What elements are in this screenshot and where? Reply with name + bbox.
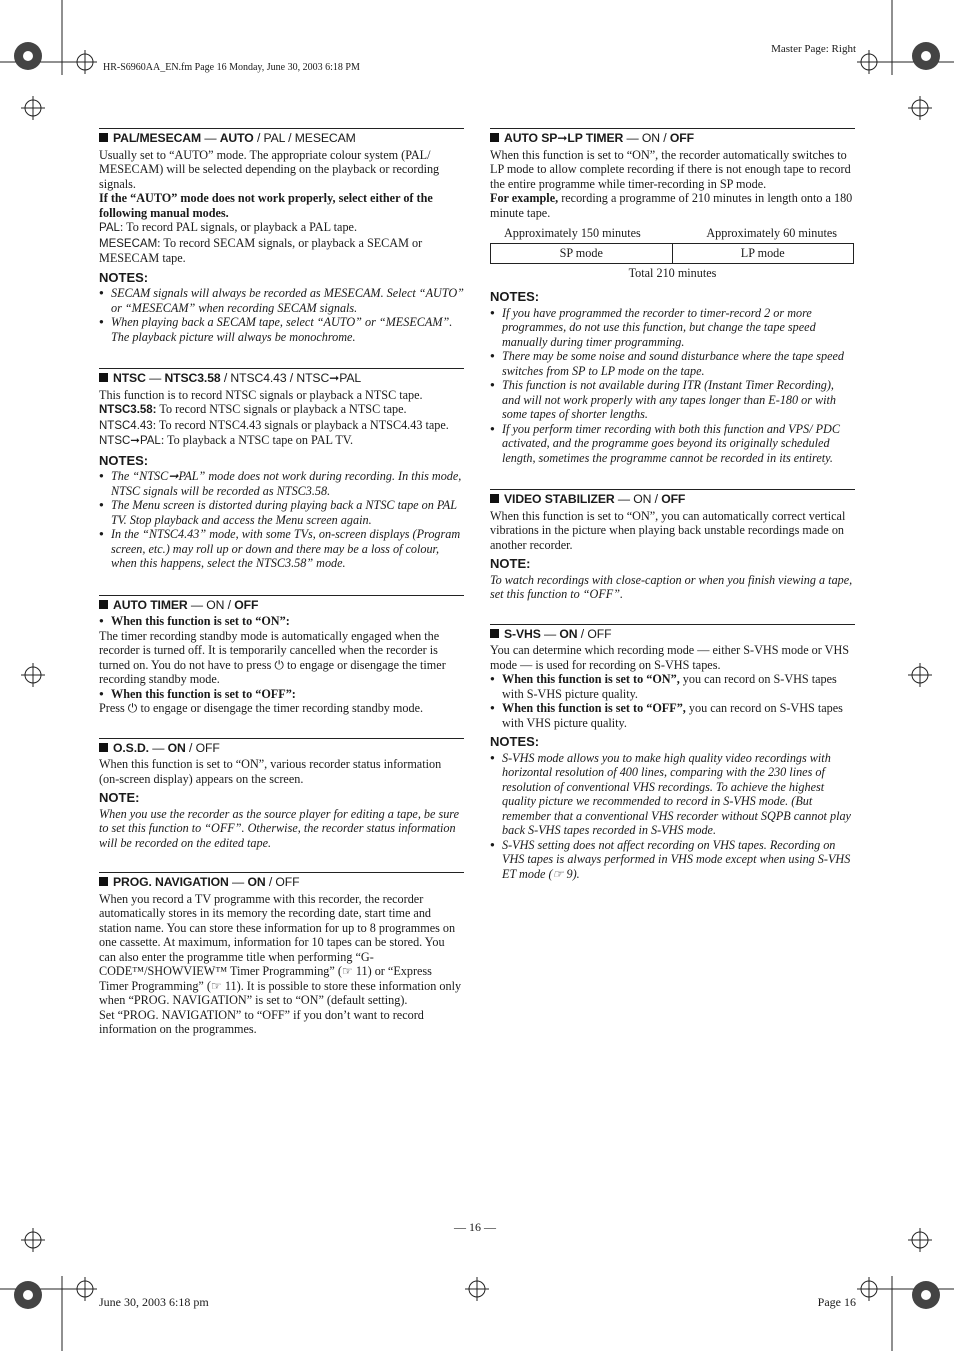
tape-duration-labels: [490, 226, 855, 241]
setting-name: O.S.D.: [113, 740, 149, 755]
crosshair-icon: [857, 1277, 881, 1301]
default-option: ON: [247, 875, 266, 889]
section-video-stabilizer: [490, 489, 855, 602]
heading-dash: —: [228, 875, 248, 889]
default-option: OFF: [661, 492, 686, 506]
page-number-center: — 16 —: [454, 1220, 496, 1234]
master-page-label: Master Page: Right: [771, 43, 856, 55]
note-item: ● If you have programmed the recorder to timer-record 2 or more programmes, do not use this function, but change the tape speed manually during timer programming.: [490, 306, 855, 350]
condition-list: [99, 687, 464, 702]
default-option: ON: [559, 626, 578, 641]
note-item: ● The Menu screen is distorted during playing back a NTSC tape on PAL TV. Stop playback and access the Menu screen again.: [99, 498, 464, 527]
condition-item: [490, 701, 855, 730]
paragraph: Set “PROG. NAVIGATION” to “OFF” if you don’t want to record information on the programmes.: [99, 1007, 424, 1036]
note-item: ● In the “NTSC4.43” mode, with some TVs, on-screen displays (Program screen, etc.) may roll up or down and there may be a loss of colour, when this happens, select the NTSC3.58” mode.: [99, 527, 464, 571]
notes-list: [99, 286, 464, 344]
option-description: [99, 220, 464, 236]
heading-dash: —: [623, 131, 642, 145]
default-option: OFF: [669, 131, 694, 145]
notes-title: NOTES:: [490, 289, 540, 304]
other-options: / PAL / MESECAM: [253, 131, 356, 145]
square-bullet-icon: [99, 600, 108, 609]
crosshair-icon: [908, 663, 932, 687]
total-duration-label: Total 210 minutes: [628, 265, 717, 280]
notes-title: NOTES:: [99, 452, 149, 468]
setting-name: S-VHS: [504, 626, 541, 641]
notes-title: NOTES:: [99, 269, 149, 285]
section-heading: [490, 131, 855, 146]
other-options: ON /: [206, 597, 235, 612]
condition-item: ● When this function is set to “OFF”:: [99, 687, 464, 702]
square-bullet-icon: [490, 133, 499, 142]
note-title: NOTE:: [99, 790, 140, 805]
condition-text: you can record on S-VHS tapes with S-VHS picture quality.: [502, 672, 837, 701]
section-auto-timer: [99, 595, 464, 716]
setting-name: VIDEO STABILIZER: [504, 492, 615, 506]
crosshair-icon: [21, 96, 45, 120]
setting-name: NTSC: [113, 371, 146, 385]
crosshair-icon: [21, 1228, 45, 1252]
default-option: OFF: [234, 597, 259, 612]
note-item: ● S-VHS setting does not affect recording on VHS tapes. Recording on VHS tapes is always performed in VHS mode except when using S-VHS ET mode (☞ 9).: [490, 838, 855, 882]
default-option: ON: [167, 740, 186, 755]
lp-mode-cell: LP mode: [672, 243, 854, 263]
section-heading: [99, 371, 464, 386]
square-bullet-icon: [99, 133, 108, 142]
section-prog-navigation: [99, 872, 464, 1037]
square-bullet-icon: [490, 629, 499, 638]
note-text: To watch recordings with close-caption or when you finish viewing a tape, set this function to “OFF”.: [490, 572, 853, 601]
left-column: [99, 128, 464, 1055]
section-heading: [490, 492, 855, 507]
sp-mode-cell: SP mode: [491, 243, 673, 263]
heading-dash: —: [148, 740, 168, 755]
notes-title: NOTES:: [490, 734, 540, 749]
crosshair-icon: [73, 50, 97, 74]
setting-name: AUTO TIMER: [113, 597, 188, 612]
option-description: [99, 236, 464, 266]
note-item: ● The “NTSC➞PAL” mode does not work during recording. In this mode, NTSC signals will be recorded as NTSC3.58.: [99, 469, 464, 498]
section-heading: [99, 875, 464, 890]
right-column: [490, 128, 855, 899]
section-ntsc: [99, 368, 464, 571]
section-pal-mesecam: [99, 128, 464, 344]
example-paragraph: [490, 191, 855, 220]
paragraph: You can determine which recording mode — either S-VHS mode or VHS mode — is used for recording on S-VHS tapes.: [490, 643, 850, 672]
paragraph: When this function is set to “ON”, various recorder status information (on-screen display) appears on the screen.: [99, 757, 442, 786]
condition-item: [490, 672, 855, 701]
default-option: NTSC3.58: [164, 371, 221, 385]
crosshair-icon: [465, 1277, 489, 1301]
note-item: ● When playing back a SECAM tape, select “AUTO” or “MESECAM”. The playback picture will always be monochrome.: [99, 315, 464, 344]
other-options: ON /: [641, 131, 670, 145]
other-options: / OFF: [577, 626, 612, 641]
other-options: / OFF: [185, 740, 220, 755]
condition-list: [490, 672, 855, 730]
crosshair-icon: [908, 1228, 932, 1252]
example-text: recording a programme of 210 minutes in length onto a 180 minute tape.: [490, 191, 853, 220]
note-item: ● There may be some noise and sound disturbance where the tape speed switches from SP to LP mode on the tape.: [490, 349, 855, 378]
option-text: To record NTSC signals or playback a NTSC tape.: [156, 402, 407, 416]
section-heading: [99, 741, 464, 756]
condition-item: ● When this function is set to “ON”:: [99, 614, 464, 629]
heading-dash: —: [540, 626, 560, 641]
square-bullet-icon: [99, 877, 108, 886]
paragraph: When this function is set to “ON”, you can automatically correct vertical vibrations in the picture when playing back unstable recordings made on another recorder.: [490, 508, 846, 552]
paragraph: This function is to record NTSC signals or playback a NTSC tape.: [99, 387, 423, 402]
heading-dash: —: [614, 492, 634, 506]
paragraph: Press ⏻ to engage or disengage the timer recording standby mode.: [99, 701, 424, 715]
option-label: NTSC➞PAL: [99, 435, 161, 447]
option-text: : To record NTSC4.43 signals or playback a NTSC4.43 tape.: [152, 417, 449, 432]
section-auto-sp-lp-timer: [490, 128, 855, 465]
note-title: NOTE:: [490, 556, 531, 571]
file-info: HR-S6960AA_EN.fm Page 16 Monday, June 30, 2003 6:18 PM: [103, 62, 360, 73]
option-text: : To record SECAM signals, or playback a SECAM or MESECAM tape.: [99, 235, 423, 265]
default-option: AUTO: [219, 131, 254, 145]
section-heading: [490, 627, 855, 642]
setting-name: PROG. NAVIGATION: [113, 875, 229, 889]
heading-dash: —: [201, 131, 220, 145]
crosshair-icon: [908, 96, 932, 120]
crosshair-icon: [857, 50, 881, 74]
condition-label: When this function is set to “ON”,: [502, 672, 680, 686]
notes-list: [99, 469, 464, 571]
setting-name: PAL/MESECAM: [113, 131, 202, 145]
paragraph-bold: If the “AUTO” mode does not work properly, select either of the following manual modes.: [99, 191, 433, 220]
notes-list: [490, 751, 855, 882]
note-item: ● This function is not available during ITR (Instant Timer Recording), and will not work properly with any tapes longer than E-180 or with some tapes of shorter lengths.: [490, 378, 855, 422]
other-options: / NTSC4.43 / NTSC➞PAL: [220, 371, 362, 385]
condition-list: [99, 614, 464, 629]
option-description: [99, 433, 464, 449]
footer-date: June 30, 2003 6:18 pm: [99, 1295, 209, 1309]
crosshair-icon: [73, 1277, 97, 1301]
condition-label: When this function is set to “OFF”,: [502, 701, 686, 715]
tape-mode-diagram: [490, 243, 854, 264]
notes-list: [490, 306, 855, 466]
section-heading: [99, 598, 464, 613]
option-label: MESECAM: [99, 237, 158, 250]
footer-page: Page 16: [817, 1295, 856, 1309]
example-label: For example,: [490, 191, 559, 205]
square-bullet-icon: [490, 494, 499, 503]
option-description: [99, 402, 464, 418]
option-label: PAL: [99, 222, 120, 234]
section-s-vhs: [490, 624, 855, 882]
option-label: NTSC3.58:: [99, 404, 157, 416]
condition-text: you can record on S-VHS tapes with VHS picture quality.: [502, 701, 843, 730]
option-description: [99, 418, 464, 434]
note-item: ● SECAM signals will always be recorded as MESECAM. Select “AUTO” or “MESECAM” when recording SECAM signals.: [99, 286, 464, 315]
paragraph: Usually set to “AUTO” mode. The appropriate colour system (PAL/ MESECAM) will be selected depending on the playback or recording signals.: [99, 147, 440, 191]
option-label: NTSC4.43: [99, 419, 153, 432]
lp-duration-label: Approximately 60 minutes: [706, 226, 837, 240]
note-item: ● If you perform timer recording with both this function and VPS/ PDC activated, and the programme goes beyond its originally scheduled length, sometimes the programme cannot be recorded in its entirety.: [490, 422, 855, 466]
paragraph: When this function is set to “ON”, the recorder automatically switches to LP mode to allow complete recording if there is not enough tape to record the entire programme while timer-recording in SP mode.: [490, 147, 851, 191]
square-bullet-icon: [99, 373, 108, 382]
other-options: / OFF: [265, 875, 300, 889]
note-item: ● S-VHS mode allows you to make high quality video recordings with horizontal resolution of 400 lines, comparing with the 230 lines of resolution of conventional VHS recordings. To achieve the highest quality picture we recommended to record in S-VHS mode. (But remember that a conventional VHS recorder without SQPB cannot play back S-VHS tapes recorded in S-VHS mode.: [490, 751, 855, 838]
option-text: : To playback a NTSC tape on PAL TV.: [160, 433, 354, 447]
paragraph: When you record a TV programme with this recorder, the recorder automatically stores in its memory the recording date, start time and station name. You can store these information for up to 8 programmes on one cassette. At maximum, information for 10 tapes can be stored. You can also enter the programme title when performing “G-CODE™/SHOWVIEW™ Timer Programming” (☞ 11) or “Express Timer Programming” (☞ 11). It is possible to store these information only when “PROG. NAVIGATION” is set to “ON” (default setting).: [99, 891, 462, 1007]
heading-dash: —: [145, 371, 165, 385]
section-osd: [99, 738, 464, 851]
paragraph: The timer recording standby mode is automatically engaged when the recorder is turned off. It is temporarily cancelled when the recorder is turned on. You do not have to press ⏻ to engage or disengage the timer recording standby mode.: [99, 628, 446, 686]
option-text: : To record PAL signals, or playback a PAL tape.: [119, 220, 357, 234]
setting-name: AUTO SP➞LP TIMER: [504, 131, 624, 145]
other-options: ON /: [633, 492, 662, 506]
section-heading: [99, 131, 464, 146]
heading-dash: —: [187, 597, 207, 612]
sp-duration-label: Approximately 150 minutes: [504, 226, 641, 240]
crosshair-icon: [21, 663, 45, 687]
note-text: When you use the recorder as the source player for editing a tape, be sure to set this function to “OFF”. Otherwise, the recorder status information will be recorded on the edited tape.: [99, 806, 460, 850]
square-bullet-icon: [99, 743, 108, 752]
